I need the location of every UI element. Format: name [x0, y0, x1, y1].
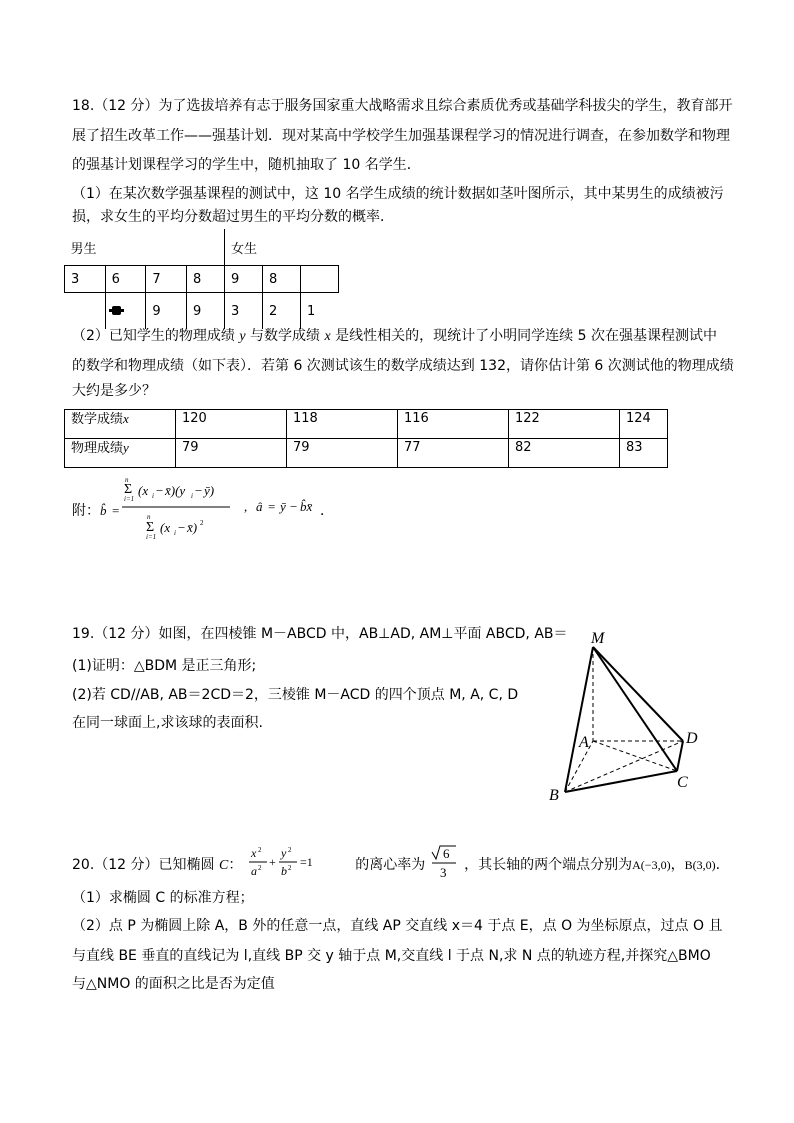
q18-part2-text-b: 与数学成绩 [250, 328, 321, 344]
svg-text:=: = [112, 503, 120, 518]
var-x: x [324, 329, 331, 344]
stem-cell: 6 [105, 266, 146, 293]
edge-BC [565, 771, 677, 792]
table-cell: 116 [398, 410, 509, 439]
q18-part2-line-2: 的数学和物理成绩（如下表）．若第 6 次测试该生的数学成绩达到 132，请你估计第 6 次测试他的物理成绩 [72, 358, 734, 374]
regression-formula [72, 477, 372, 543]
label-C: C [677, 774, 688, 791]
svg-text:a: a [250, 864, 257, 878]
edge-MD [593, 647, 683, 741]
svg-text:6: 6 [442, 846, 450, 861]
male-label: 男生 [70, 241, 97, 257]
q18-part2-text-a: （2）已知学生的物理成绩 [72, 328, 235, 344]
svg-text:Σ: Σ [124, 482, 133, 497]
q20-part2-line-3: 与△NMO 的面积之比是否为定值 [72, 976, 275, 992]
stem-cell: 7 [146, 266, 187, 293]
q18-part2-line-3: 大约是多少？ [72, 383, 156, 399]
svg-text:x̄): x̄) [187, 520, 198, 535]
stem-cell: 3 [225, 293, 263, 330]
q20-line-1: 20.（12 分）已知椭圆 C： x 2 a 2 + y 2 b 2 =1 的离心率为 6 3 ，其长轴的两个端点分别为A(−3,0)，B(3,0). [72, 846, 721, 880]
svg-text:(x: (x [160, 520, 171, 535]
svg-text:i: i [152, 492, 154, 500]
point-B: B(3,0) [684, 858, 716, 872]
var-y: y [239, 329, 246, 344]
stem-cell: 9 [225, 266, 263, 293]
svg-text:n: n [125, 477, 129, 484]
label-B: B [549, 787, 559, 804]
phys-label-cell: 物理成绩y [65, 439, 176, 468]
scores-table [64, 409, 668, 468]
svg-text:y: y [280, 846, 287, 860]
edge-CD [677, 741, 683, 771]
svg-text:b̂x̄: b̂x̄ [300, 499, 313, 514]
label-D: D [686, 730, 698, 747]
table-cell: 82 [509, 439, 620, 468]
svg-text:i=1: i=1 [124, 495, 135, 503]
label-A: A [579, 734, 589, 751]
svg-text:b: b [280, 864, 287, 878]
svg-text:=: = [268, 499, 276, 514]
edge-MB [565, 647, 593, 792]
svg-text:i: i [191, 492, 193, 500]
q18-part1-line-1: （1）在某次数学强基课程的测试中，这 10 名学生成绩的统计数据如茎叶图所示，其中某男生的成绩被污 [72, 186, 724, 202]
stem-leaf-table [64, 229, 339, 329]
q20-text-b: 的离心率为 [355, 857, 426, 873]
q18-part2-text-c: 是线性相关的，现统计了小明同学连续 5 次在强基课程测试中 [335, 328, 717, 344]
svg-text:x̄)(y: x̄)(y [165, 483, 186, 498]
stem-cell: 1 [301, 293, 339, 330]
svg-text:(x: (x [138, 483, 149, 498]
stem-cell: 8 [263, 266, 301, 293]
pyramid-figure [545, 625, 715, 805]
stem-cell [301, 266, 339, 293]
table-cell: 122 [509, 410, 620, 439]
q20-part2-line-1: （2）点 P 为椭圆上除 A，B 外的任意一点，直线 AP 交直线 x＝4 于点 E，点 O 为坐标原点，过点 O 且 [72, 918, 723, 934]
svg-text:−: − [290, 499, 298, 514]
svg-text:,: , [244, 499, 248, 514]
table-cell: 124 [620, 410, 668, 439]
q18-line-3: 的强基计划课程学习的学生中，随机抽取了 10 名学生． [72, 157, 421, 173]
svg-text:−: − [178, 520, 186, 535]
stem-cell: 9 [146, 293, 187, 330]
svg-text:x: x [250, 846, 257, 860]
formula-separator [238, 501, 252, 521]
svg-text:−: − [156, 483, 164, 498]
svg-text:−: − [195, 483, 203, 498]
q20-part2-line-2: 与直线 BE 垂直的直线记为 l,直线 BP 交 y 轴于点 M,交直线 l 于点 N,求 N 点的轨迹方程,并探究△BMO [72, 948, 711, 964]
ellipse-equation [247, 845, 351, 879]
edge-MC [593, 647, 677, 771]
eccentricity-fraction [430, 844, 460, 880]
svg-text:ȳ: ȳ [280, 499, 286, 514]
q19-line-4: 在同一球面上,求该球的表面积. [72, 715, 263, 731]
smudge-mark-icon [112, 306, 121, 315]
table-cell: 79 [176, 439, 287, 468]
math-label-cell: 数学成绩x [65, 410, 176, 439]
stem-cell [65, 293, 106, 330]
smudged-score [105, 293, 146, 330]
table-cell: 83 [620, 439, 668, 468]
svg-text:2: 2 [200, 519, 204, 527]
formula-end: ． [320, 503, 334, 519]
q19-line-2: (1)证明：△BDM 是正三角形; [72, 658, 257, 674]
q18-part2-line-1 [72, 326, 717, 347]
svg-text:ȳ): ȳ) [204, 483, 215, 498]
svg-text:b̂: b̂ [100, 503, 107, 518]
q18-line-2: 展了招生改革工作——强基计划．现对某高中学校学生加强基课程学习的情况进行调查，在参加数学和物理 [72, 128, 730, 144]
table-cell: 120 [176, 410, 287, 439]
stem-header-empty [187, 229, 225, 266]
stem-cell: 8 [187, 266, 225, 293]
q20-period: . [715, 857, 721, 873]
q20-text-a: 20.（12 分）已知椭圆 [72, 857, 215, 873]
svg-text:i: i [174, 529, 176, 537]
point-A: A(−3,0) [632, 858, 671, 872]
svg-text:2: 2 [257, 846, 262, 854]
q19-line-3: (2)若 CD//AB, AB＝2CD＝2，三棱锥 M－ACD 的四个顶点 M, A, C, D [72, 687, 519, 703]
q18-part1-line-2: 损，求女生的平均分数超过男生的平均分数的概率． [72, 209, 394, 225]
svg-text:3: 3 [439, 865, 447, 880]
formula-prefix: 附： [72, 503, 100, 519]
svg-text:i=1: i=1 [146, 533, 157, 541]
svg-text:Σ: Σ [146, 520, 155, 535]
stem-cell: 9 [187, 293, 225, 330]
q20-sep: ， [670, 857, 685, 873]
ellipse-C-symbol: C [218, 858, 229, 873]
q19-line-1: 19.（12 分）如图，在四棱锥 M－ABCD 中，AB⊥AD, AM⊥平面 ABCD, AB＝ [72, 626, 568, 642]
svg-text:2: 2 [257, 864, 262, 872]
svg-text:+: + [268, 855, 276, 869]
svg-text:2: 2 [287, 864, 292, 872]
label-M: M [591, 630, 605, 647]
q20-text-c: ，其长轴的两个端点分别为 [464, 857, 633, 873]
female-label: 女生 [225, 229, 339, 266]
edge-AC [593, 741, 677, 771]
table-cell: 77 [398, 439, 509, 468]
table-cell: 79 [287, 439, 398, 468]
stem-cell: 3 [65, 266, 106, 293]
q18-line-1: 18.（12 分）为了选拔培养有志于服务国家重大战略需求且综合素质优秀或基础学科拔尖的学生，教育部开 [72, 98, 733, 114]
svg-text:=1: =1 [299, 855, 313, 869]
svg-text:â: â [256, 499, 263, 514]
table-cell: 118 [287, 410, 398, 439]
stem-cell: 2 [263, 293, 301, 330]
svg-text:n: n [147, 513, 151, 521]
q20-part1: （1）求椭圆 C 的标准方程； [72, 890, 254, 906]
svg-text:2: 2 [287, 846, 292, 854]
